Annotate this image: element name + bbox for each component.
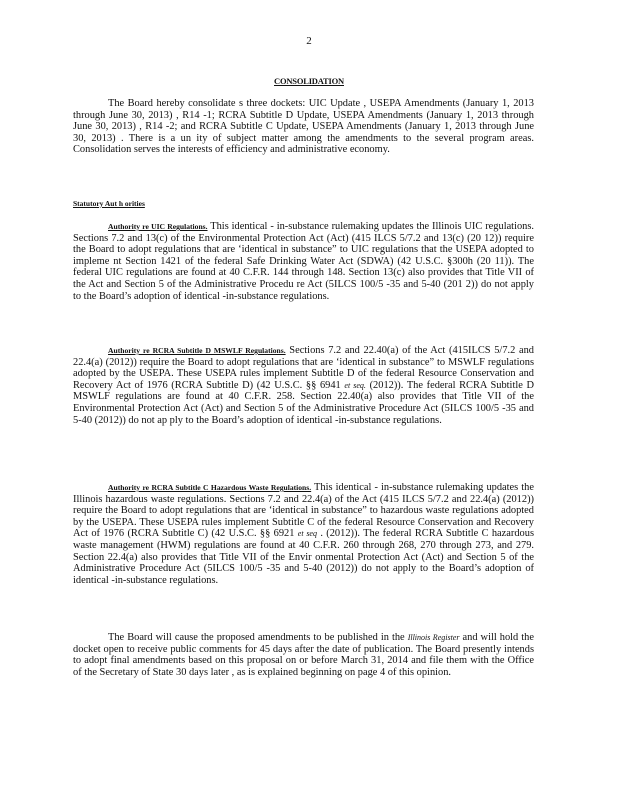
rcra-d-authority-paragraph	[73, 345, 534, 426]
uic-authority-label: Authority re UIC Regulations.	[108, 222, 208, 231]
statutory-authorities-heading-text: Statutory Aut h orities	[73, 199, 145, 208]
rcra-c-text-2: . (2012)). The federal RCRA Subtitle C hazardous waste management (HWM) regulations are found at 40 C.F.R. 260 through 268, 270 through 273, and 279. Section 22.4(a) also provides that Title VII of the Envir onmental Protection Act (Act) and Section 5 of the Administrative Procedure Act (5ILCS 100/5 -35 and 5-40 (2012)) do not apply to the Board’s adoption of identical -in-substance regulations.	[73, 528, 534, 586]
rcra-c-et-seq: et seq	[297, 529, 317, 539]
rcra-c-text-1: This identical - in-substance rulemaking updates the Illinois hazardous waste regulations. Sections 7.2 and 22.4(a) of the Act (415 ILCS 5/7.2 and 22.4(a) (2012)) require the Board to adopt regulations that are ‘identical in substance” to hazardous waste regulations adopted by the USEPA. These USEPA rules implement Subtitle C of the federal Resource Conservation and Recovery Act of 1976 (RCRA Subtitle C) (42 U.S.C. §§ 6921	[73, 482, 534, 540]
closing-text-1: The Board will cause the proposed amendments to be published in the	[108, 632, 405, 643]
statutory-authorities-heading	[73, 198, 145, 210]
uic-authority-text: This identical - in-substance rulemaking updates the Illinois UIC regulations. Sections 7.2 and 13(c) of the Environmental Protection Act (Act) (415 ILCS 5/7.2 and 13(c) (20 12)) require the Board to adopt regulations that are ‘identical in substance” to UIC regulations that the USEPA adopted to impleme nt Section 1421 of the federal Safe Drinking Water Act (SDWA) (42 U.S.C. §300h (20 11)). The federal UIC regulations are found at 40 C.F.R. 144 through 148. Section 13(c) also provides that Title VII of the Act and Section 5 of the Administrative Procedu re Act (5ILCS 100/5 -35 and 5-40 (201 2)) do not apply to the Board’s adoption of identical -in-substance regulations.	[73, 221, 534, 302]
rcra-d-text-1: Sections 7.2 and 22.40(a) of the Act (415ILCS 5/7.2 and 22.4(a) (2012)) require the Board to adopt regulations that are ‘identical in substance” to MSWLF regulations adopted by the USEPA. These USEPA rules implement Subtitle D of the federal Resource Conservation and Recovery Act of 1976 (RCRA Subtitle D) (42 U.S.C. §§ 6941	[73, 345, 534, 391]
section-heading	[0, 76, 618, 88]
illinois-register-title: Illinois Register	[407, 633, 460, 642]
rcra-d-authority-label: Authority re RCRA Subtitle D MSWLF Regulations.	[108, 346, 286, 355]
closing-paragraph	[73, 632, 534, 678]
section-heading-text: CONSOLIDATION	[274, 76, 344, 86]
closing-text-2: and will hold the docket open to receive public comments for 45 days after the date of publication. The Board presently intends to adopt final amendments based on this proposal on or before March 31, 2014 and file them with the Office of the Secretary of State 30 days later , as is explained beginning on page 4 of this opinion.	[73, 632, 534, 678]
consolidation-paragraph: The Board hereby consolidate s three dockets: UIC Update , USEPA Amendments (January 1, 2013 through June 30, 2013) , R14 -1; RCRA Subtitle D Update, USEPA Amendments (January 1, 2013 through June 30, 2013) , R14 -2; and RCRA Subtitle C Update, USEPA Amendments (January 1, 2013 through June 30, 2013) . There is a un ity of subject matter among the amendments to the several program areas. Consolidation serves the interests of efficiency and administrative economy.	[73, 98, 534, 156]
rcra-d-et-seq: et seq.	[344, 380, 366, 390]
uic-authority-paragraph	[73, 221, 534, 302]
rcra-d-text-2: (2012)). The federal RCRA Subtitle D MSWLF regulations are found at 40 C.F.R. 258. Section 22.40(a) also provides that Title VII of the Environmental Protection Act (Act) and Section 5 of the Administrative Procedure Act (5ILCS 100/5 -35 and 5-40 (2012)) do not ap ply to the Board’s adoption of identical -in-substance regulations.	[73, 379, 534, 426]
page-number: 2	[306, 35, 312, 47]
rcra-c-authority-paragraph	[73, 482, 534, 586]
rcra-c-authority-label: Authority re RCRA Subtitle C Hazardous Waste Regulations.	[108, 483, 312, 492]
